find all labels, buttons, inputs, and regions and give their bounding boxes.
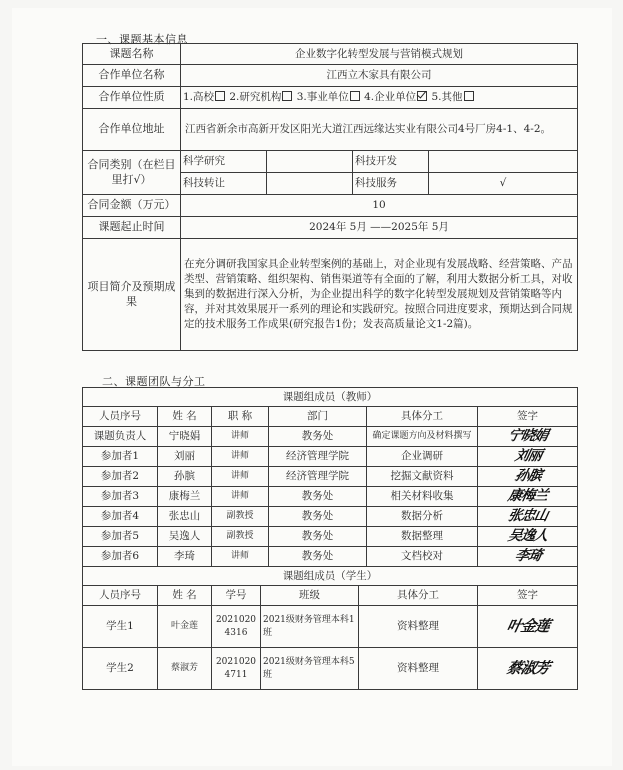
partner-address-value: 江西省新余市高新开发区阳光大道江西远缘达实业有限公司4号厂房4-1、4-2。: [181, 109, 578, 151]
contract-amount-value: 10: [181, 195, 578, 217]
teacher-signature-cell: [478, 467, 578, 487]
teacher-dept: 教务处: [269, 487, 367, 507]
partner-nature-label: 合作单位性质: [83, 87, 181, 109]
teacher-role: 参加者1: [83, 447, 158, 467]
teacher-row: [83, 467, 578, 487]
teacher-title: 讲师: [212, 467, 269, 487]
teacher-members-table: [82, 387, 578, 567]
teacher-signature-cell: [478, 547, 578, 567]
topic-name-label: 课题名称: [83, 44, 181, 65]
teacher-task: 挖掘文献资料: [367, 467, 478, 487]
checkbox-icon: [464, 91, 474, 101]
handwritten-signature: 宁晓娟: [506, 428, 549, 445]
student-header-name: 姓 名: [158, 586, 212, 606]
section2-title: 二、课题团队与分工: [102, 375, 206, 388]
teacher-title: 副教授: [212, 507, 269, 527]
student-class: 2021级财务管理本科5班: [261, 648, 359, 690]
nature-option-5: 5.其他: [431, 91, 463, 104]
student-task: 资料整理: [359, 606, 478, 648]
student-members-table: [82, 566, 578, 690]
teacher-row: [83, 527, 578, 547]
period-value: 2024年 5月 ——2025年 5月: [181, 217, 578, 239]
handwritten-signature: 张忠山: [506, 508, 549, 525]
teacher-task: 数据分析: [367, 507, 478, 527]
student-role: 学生2: [83, 648, 158, 690]
nature-option-2: 2.研究机构: [229, 91, 282, 104]
teacher-dept: 教务处: [269, 427, 367, 447]
student-signature-cell: [478, 606, 578, 648]
teacher-signature-cell: [478, 427, 578, 447]
intro-value: 在充分调研我国家具企业转型案例的基础上，对企业现有发展战略、经营策略、产品类型、营销策略、组织架构、销售渠道等有全面的了解，利用大数据分析工具，对收集到的数据进行深入分析，为企业提出科学的数字化转型发展规划及营销策略等内容，并对其效果展开一系列的理论和实践研究。按照合同进度要求，预期达到合同规定的技术服务工作成果(研究报告1份；发表高质量论文1-2篇)。: [181, 239, 578, 351]
teacher-header-signature: 签字: [478, 407, 578, 427]
teacher-signature-cell: [478, 487, 578, 507]
contract-type-service: 科技服务: [353, 173, 429, 195]
teacher-dept: 经济管理学院: [269, 447, 367, 467]
student-header-class: 班级: [261, 586, 359, 606]
student-role: 学生1: [83, 606, 158, 648]
teacher-name: 李琦: [158, 547, 212, 567]
contract-type-development-mark: [429, 151, 578, 173]
student-class: 2021级财务管理本科1班: [261, 606, 359, 648]
teacher-title: 讲师: [212, 447, 269, 467]
partner-name-label: 合作单位名称: [83, 65, 181, 87]
contract-type-service-mark: √: [429, 173, 578, 195]
teacher-row: [83, 427, 578, 447]
teacher-header-task: 具体分工: [367, 407, 478, 427]
handwritten-signature: 吴逸人: [506, 528, 549, 545]
handwritten-signature: 孙膑: [512, 468, 543, 485]
checked-checkbox-icon: [417, 91, 427, 101]
basic-info-table: [82, 43, 578, 351]
period-label: 课题起止时间: [83, 217, 181, 239]
checkbox-icon: [350, 91, 360, 101]
teacher-name: 张忠山: [158, 507, 212, 527]
topic-name-value: 企业数字化转型发展与营销模式规划: [181, 44, 578, 65]
teacher-task: 企业调研: [367, 447, 478, 467]
teacher-role: 参加者2: [83, 467, 158, 487]
nature-option-3: 3.事业单位: [296, 91, 349, 104]
teacher-row: [83, 547, 578, 567]
teacher-dept: 教务处: [269, 507, 367, 527]
checkbox-icon: [215, 91, 225, 101]
student-row: [83, 648, 578, 690]
student-header-role: 人员序号: [83, 586, 158, 606]
teacher-name: 宁晓娟: [158, 427, 212, 447]
contract-type-transfer-mark: [267, 173, 353, 195]
teacher-dept: 教务处: [269, 547, 367, 567]
teacher-task: 文档校对: [367, 547, 478, 567]
section1-title: 一、课题基本信息: [96, 33, 188, 46]
handwritten-signature: 叶金莲: [504, 617, 551, 636]
teacher-role: 参加者6: [83, 547, 158, 567]
contract-type-development: 科技开发: [353, 151, 429, 173]
teacher-group-title: 课题组成员（教师）: [83, 388, 578, 407]
handwritten-signature: 刘丽: [512, 448, 543, 465]
teacher-role: 参加者4: [83, 507, 158, 527]
teacher-row: [83, 487, 578, 507]
teacher-role: 课题负责人: [83, 427, 158, 447]
teacher-header-dept: 部门: [269, 407, 367, 427]
student-header-id: 学号: [212, 586, 261, 606]
teacher-row: [83, 507, 578, 527]
student-id: 20210204711: [212, 648, 261, 690]
handwritten-signature: 蔡淑芳: [504, 659, 551, 678]
handwritten-signature: 康梅兰: [506, 488, 549, 505]
student-row: [83, 606, 578, 648]
contract-amount-label: 合同金额（万元）: [83, 195, 181, 217]
teacher-task: 相关材料收集: [367, 487, 478, 507]
teacher-role: 参加者3: [83, 487, 158, 507]
teacher-role: 参加者5: [83, 527, 158, 547]
contract-type-research-mark: [267, 151, 353, 173]
student-header-signature: 签字: [478, 586, 578, 606]
student-task: 资料整理: [359, 648, 478, 690]
nature-option-1: 1.高校: [183, 91, 215, 104]
student-group-title: 课题组成员（学生）: [83, 567, 578, 586]
teacher-title: 讲师: [212, 427, 269, 447]
teacher-dept: 经济管理学院: [269, 467, 367, 487]
teacher-signature-cell: [478, 447, 578, 467]
teacher-task: 确定课题方向及材料撰写: [367, 427, 478, 447]
teacher-task: 数据整理: [367, 527, 478, 547]
teacher-title: 副教授: [212, 527, 269, 547]
teacher-name: 刘丽: [158, 447, 212, 467]
contract-type-research: 科学研究: [181, 151, 267, 173]
teacher-name: 孙膑: [158, 467, 212, 487]
student-id: 20210204316: [212, 606, 261, 648]
contract-type-label: 合同类别（在栏目里打√）: [83, 151, 181, 195]
handwritten-signature: 李琦: [512, 548, 543, 565]
teacher-signature-cell: [478, 507, 578, 527]
teacher-title: 讲师: [212, 487, 269, 507]
nature-option-4: 4.企业单位: [364, 91, 417, 104]
checkbox-icon: [282, 91, 292, 101]
partner-nature-options: [181, 87, 578, 109]
teacher-dept: 教务处: [269, 527, 367, 547]
teacher-header-name: 姓 名: [158, 407, 212, 427]
student-signature-cell: [478, 648, 578, 690]
teacher-title: 讲师: [212, 547, 269, 567]
partner-name-value: 江西立木家具有限公司: [181, 65, 578, 87]
teacher-header-title: 职 称: [212, 407, 269, 427]
teacher-signature-cell: [478, 527, 578, 547]
teacher-name: 吴逸人: [158, 527, 212, 547]
student-name: 蔡淑芳: [158, 648, 212, 690]
intro-label: 项目简介及预期成果: [83, 239, 181, 351]
teacher-name: 康梅兰: [158, 487, 212, 507]
student-header-task: 具体分工: [359, 586, 478, 606]
partner-address-label: 合作单位地址: [83, 109, 181, 151]
contract-type-transfer: 科技转让: [181, 173, 267, 195]
teacher-header-role: 人员序号: [83, 407, 158, 427]
student-name: 叶金莲: [158, 606, 212, 648]
teacher-row: [83, 447, 578, 467]
